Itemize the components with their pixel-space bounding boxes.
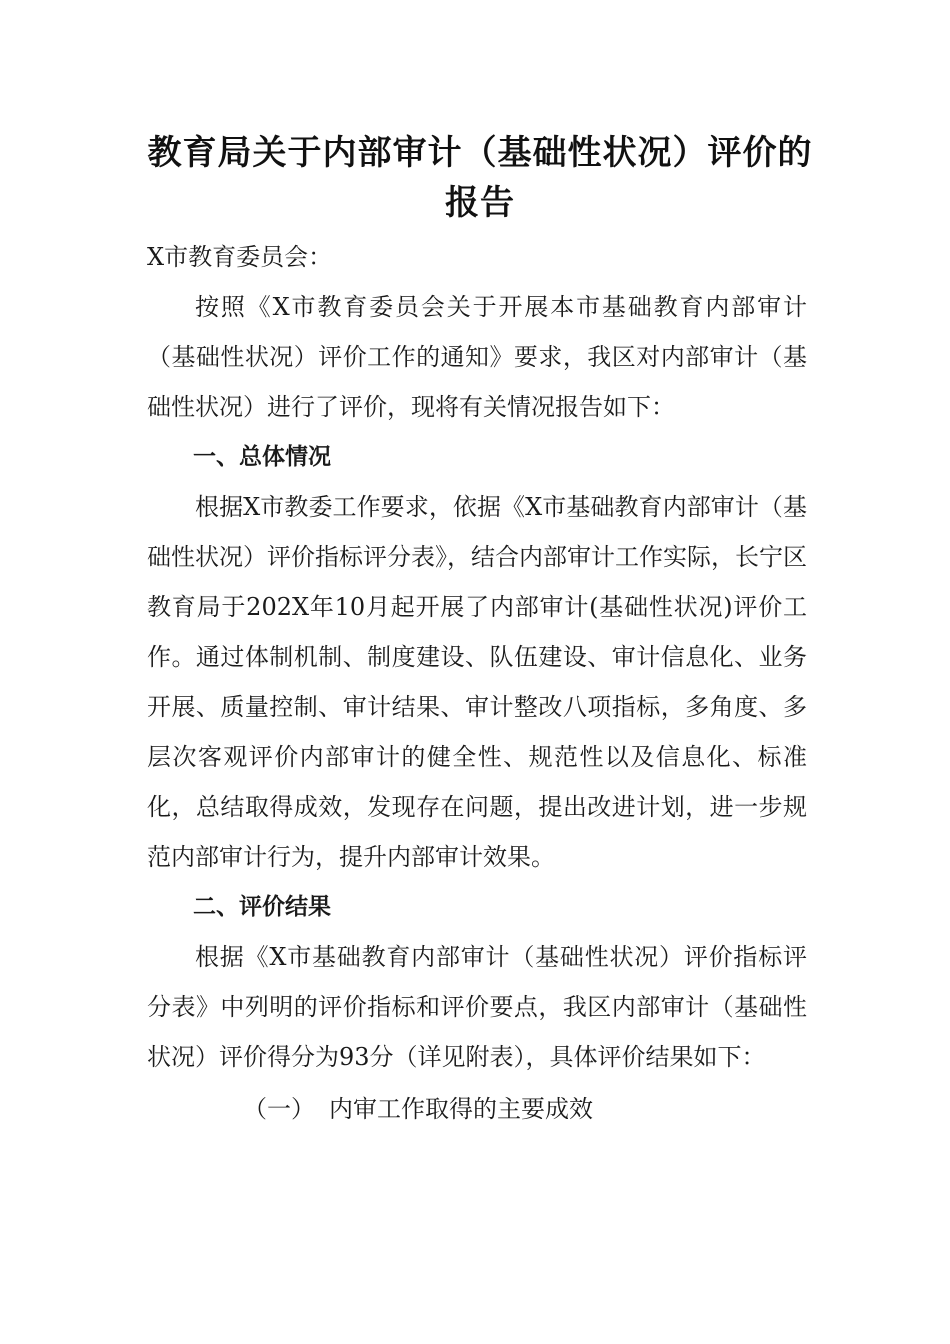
subsection-1-heading	[147, 1082, 807, 1134]
section-1-paragraph: 根据X市教委工作要求，依据《X市基础教育内部审计（基础性状况）评价指标评分表》，结合内部审计工作实际，长宁区教育局于202X年10月起开展了内部审计(基础性状况)评价工作。通过体制机制、制度建设、队伍建设、审计信息化、业务开展、质量控制、审计结果、审计整改八项指标，多角度、多层次客观评价内部审计的健全性、规范性以及信息化、标准化，总结取得成效，发现存在问题，提出改进计划，进一步规范内部审计行为，提升内部审计效果。	[147, 493, 807, 871]
salutation: X市教育委员会：	[147, 243, 333, 271]
subsection-1-title: 内审工作取得的主要成效	[329, 1095, 593, 1123]
document-title: 教育局关于内部审计（基础性状况）评价的报告	[147, 133, 813, 223]
section-2-heading: 二、评价结果	[193, 894, 331, 920]
section-1-heading: 一、总体情况	[193, 444, 331, 470]
document-body	[147, 232, 807, 1134]
section-2-paragraph: 根据《X市基础教育内部审计（基础性状况）评价指标评分表》中列明的评价指标和评价要点，我区内部审计（基础性状况）评价得分为93分（详见附表），具体评价结果如下：	[147, 943, 807, 1071]
intro-paragraph: 按照《X市教育委员会关于开展本市基础教育内部审计（基础性状况）评价工作的通知》要求，我区对内部审计（基础性状况）进行了评价，现将有关情况报告如下：	[147, 293, 807, 421]
subsection-1-number: （一）	[243, 1095, 315, 1123]
